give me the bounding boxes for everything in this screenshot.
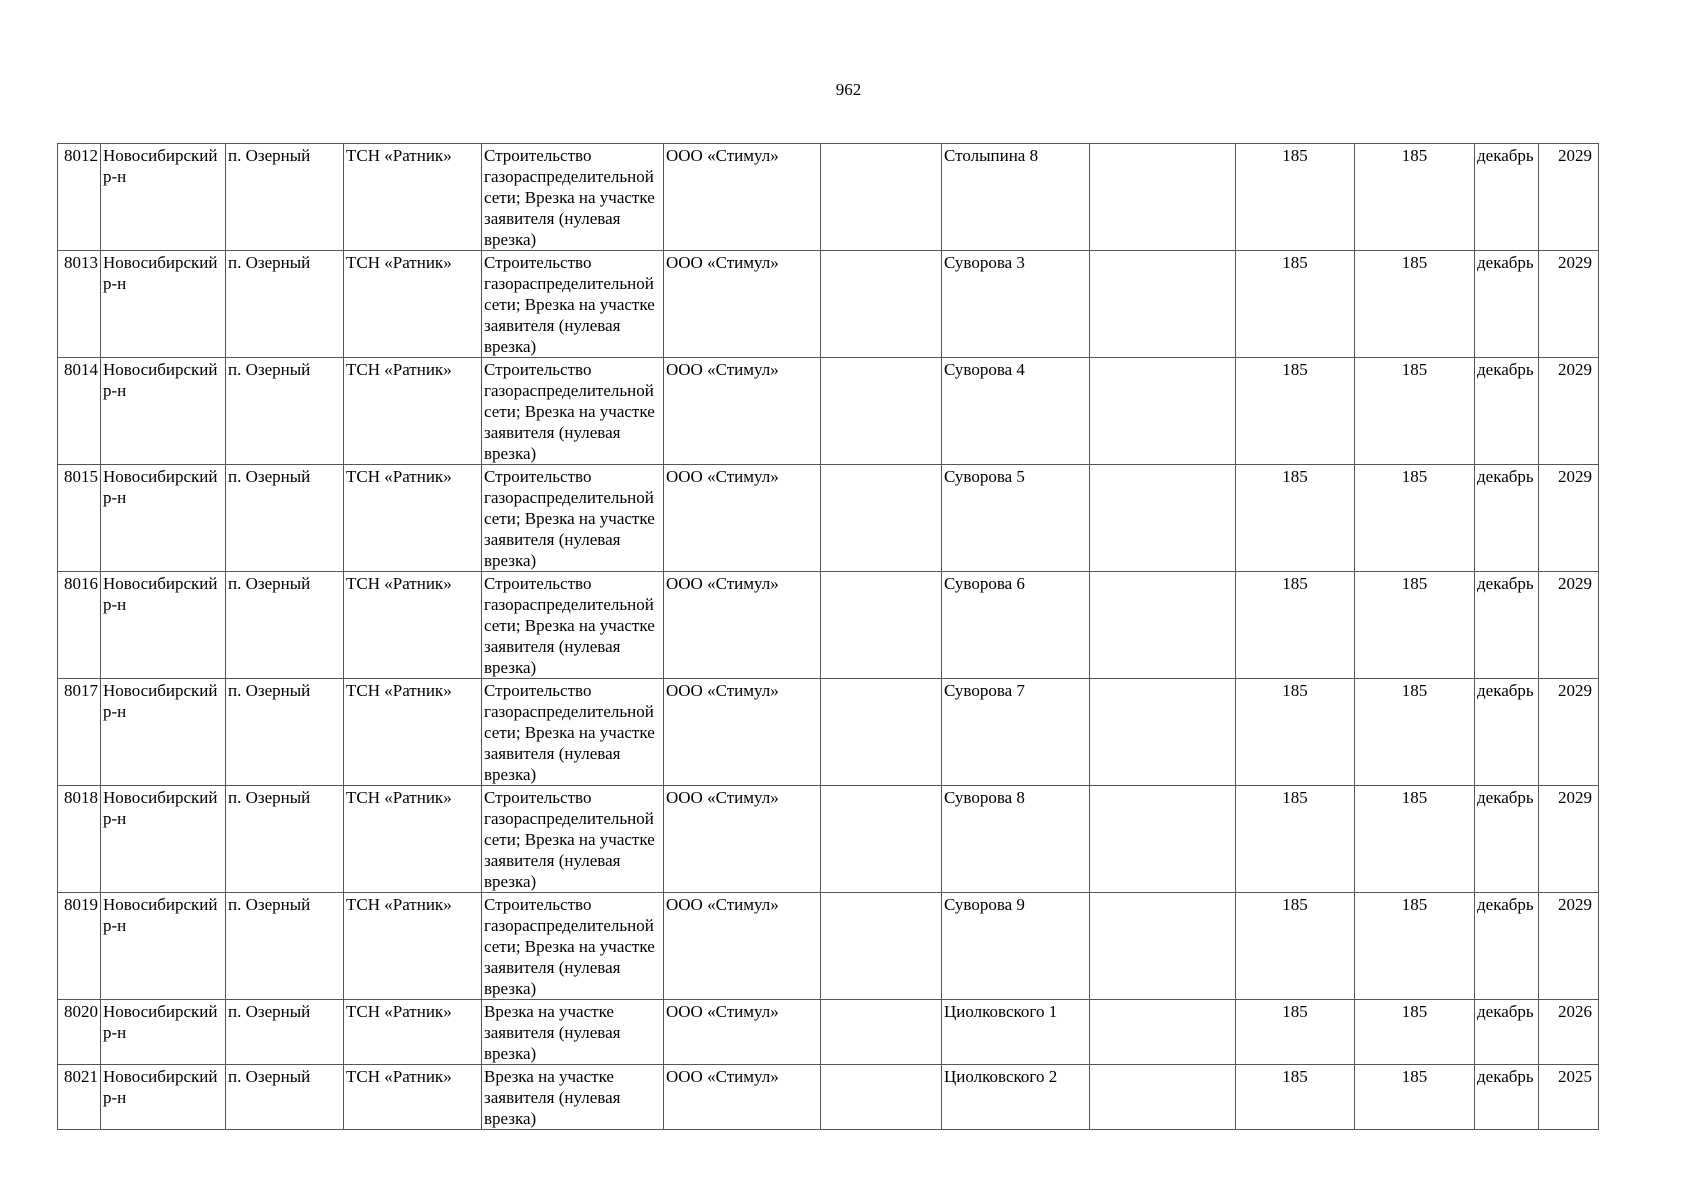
cell-month: декабрь	[1475, 1065, 1539, 1130]
cell-works: Строительство газораспределительной сети; Врезка на участке заявителя (нулевая врезка)	[482, 251, 664, 358]
cell-id: 8019	[58, 893, 101, 1000]
cell-district: Новосибирский р-н	[101, 1065, 226, 1130]
cell-year: 2029	[1539, 572, 1599, 679]
cell-id: 8021	[58, 1065, 101, 1130]
cell-district: Новосибирский р-н	[101, 1000, 226, 1065]
table-row	[58, 1065, 1599, 1130]
table-body	[58, 144, 1599, 1130]
cell-applicant: ТСН «Ратник»	[344, 1065, 482, 1130]
cell-address: Циолковского 1	[942, 1000, 1090, 1065]
cell-address: Суворова 9	[942, 893, 1090, 1000]
table-row	[58, 572, 1599, 679]
cell-address: Циолковского 2	[942, 1065, 1090, 1130]
cell-district: Новосибирский р-н	[101, 786, 226, 893]
cell-district: Новосибирский р-н	[101, 358, 226, 465]
cell-works: Врезка на участке заявителя (нулевая врезка)	[482, 1000, 664, 1065]
cell-value-2: 185	[1355, 251, 1475, 358]
cell-empty	[1090, 465, 1236, 572]
cell-id: 8016	[58, 572, 101, 679]
cell-organization: ООО «Стимул»	[664, 572, 821, 679]
cell-address: Суворова 6	[942, 572, 1090, 679]
cell-empty	[821, 893, 942, 1000]
cell-applicant: ТСН «Ратник»	[344, 251, 482, 358]
cell-settlement: п. Озерный	[226, 465, 344, 572]
cell-district: Новосибирский р-н	[101, 893, 226, 1000]
cell-value-2: 185	[1355, 465, 1475, 572]
cell-value-1: 185	[1236, 786, 1355, 893]
cell-organization: ООО «Стимул»	[664, 1000, 821, 1065]
cell-works: Строительство газораспределительной сети; Врезка на участке заявителя (нулевая врезка)	[482, 144, 664, 251]
cell-value-1: 185	[1236, 1000, 1355, 1065]
cell-settlement: п. Озерный	[226, 679, 344, 786]
cell-settlement: п. Озерный	[226, 1000, 344, 1065]
cell-value-1: 185	[1236, 893, 1355, 1000]
cell-id: 8018	[58, 786, 101, 893]
cell-id: 8014	[58, 358, 101, 465]
cell-organization: ООО «Стимул»	[664, 358, 821, 465]
cell-applicant: ТСН «Ратник»	[344, 679, 482, 786]
table-row	[58, 679, 1599, 786]
table-row	[58, 786, 1599, 893]
cell-address: Суворова 3	[942, 251, 1090, 358]
cell-month: декабрь	[1475, 251, 1539, 358]
cell-empty	[821, 465, 942, 572]
cell-address: Столыпина 8	[942, 144, 1090, 251]
cell-year: 2029	[1539, 893, 1599, 1000]
cell-empty	[1090, 893, 1236, 1000]
cell-value-1: 185	[1236, 358, 1355, 465]
cell-month: декабрь	[1475, 1000, 1539, 1065]
cell-applicant: ТСН «Ратник»	[344, 893, 482, 1000]
cell-organization: ООО «Стимул»	[664, 679, 821, 786]
cell-settlement: п. Озерный	[226, 786, 344, 893]
cell-value-1: 185	[1236, 144, 1355, 251]
cell-value-2: 185	[1355, 679, 1475, 786]
cell-settlement: п. Озерный	[226, 893, 344, 1000]
cell-settlement: п. Озерный	[226, 358, 344, 465]
cell-address: Суворова 4	[942, 358, 1090, 465]
cell-value-1: 185	[1236, 679, 1355, 786]
cell-organization: ООО «Стимул»	[664, 893, 821, 1000]
cell-id: 8017	[58, 679, 101, 786]
cell-district: Новосибирский р-н	[101, 465, 226, 572]
cell-month: декабрь	[1475, 893, 1539, 1000]
cell-empty	[821, 358, 942, 465]
cell-month: декабрь	[1475, 358, 1539, 465]
cell-address: Суворова 5	[942, 465, 1090, 572]
page-number: 962	[835, 80, 862, 99]
cell-works: Строительство газораспределительной сети; Врезка на участке заявителя (нулевая врезка)	[482, 358, 664, 465]
cell-organization: ООО «Стимул»	[664, 465, 821, 572]
table-row	[58, 465, 1599, 572]
cell-applicant: ТСН «Ратник»	[344, 572, 482, 679]
cell-applicant: ТСН «Ратник»	[344, 786, 482, 893]
cell-works: Строительство газораспределительной сети; Врезка на участке заявителя (нулевая врезка)	[482, 572, 664, 679]
cell-organization: ООО «Стимул»	[664, 1065, 821, 1130]
cell-settlement: п. Озерный	[226, 1065, 344, 1130]
cell-value-2: 185	[1355, 358, 1475, 465]
cell-year: 2025	[1539, 1065, 1599, 1130]
cell-value-2: 185	[1355, 572, 1475, 679]
cell-district: Новосибирский р-н	[101, 679, 226, 786]
cell-empty	[1090, 358, 1236, 465]
cell-settlement: п. Озерный	[226, 144, 344, 251]
cell-empty	[1090, 572, 1236, 679]
cell-value-2: 185	[1355, 786, 1475, 893]
cell-empty	[821, 251, 942, 358]
cell-value-2: 185	[1355, 1000, 1475, 1065]
cell-empty	[1090, 144, 1236, 251]
cell-empty	[821, 572, 942, 679]
cell-empty	[1090, 1000, 1236, 1065]
cell-year: 2029	[1539, 465, 1599, 572]
table-row	[58, 893, 1599, 1000]
cell-empty	[821, 679, 942, 786]
cell-district: Новосибирский р-н	[101, 144, 226, 251]
cell-empty	[821, 1000, 942, 1065]
cell-applicant: ТСН «Ратник»	[344, 465, 482, 572]
cell-empty	[821, 1065, 942, 1130]
cell-year: 2029	[1539, 251, 1599, 358]
cell-year: 2029	[1539, 144, 1599, 251]
table-row	[58, 1000, 1599, 1065]
cell-year: 2029	[1539, 786, 1599, 893]
cell-applicant: ТСН «Ратник»	[344, 144, 482, 251]
cell-applicant: ТСН «Ратник»	[344, 358, 482, 465]
cell-value-1: 185	[1236, 1065, 1355, 1130]
cell-value-2: 185	[1355, 893, 1475, 1000]
cell-value-1: 185	[1236, 572, 1355, 679]
cell-organization: ООО «Стимул»	[664, 786, 821, 893]
cell-works: Строительство газораспределительной сети; Врезка на участке заявителя (нулевая врезка)	[482, 893, 664, 1000]
cell-id: 8015	[58, 465, 101, 572]
cell-value-2: 185	[1355, 1065, 1475, 1130]
cell-address: Суворова 7	[942, 679, 1090, 786]
cell-id: 8013	[58, 251, 101, 358]
cell-year: 2029	[1539, 358, 1599, 465]
cell-empty	[1090, 1065, 1236, 1130]
cell-id: 8012	[58, 144, 101, 251]
cell-value-1: 185	[1236, 251, 1355, 358]
cell-value-2: 185	[1355, 144, 1475, 251]
cell-empty	[1090, 251, 1236, 358]
cell-district: Новосибирский р-н	[101, 251, 226, 358]
cell-month: декабрь	[1475, 465, 1539, 572]
cell-works: Строительство газораспределительной сети; Врезка на участке заявителя (нулевая врезка)	[482, 679, 664, 786]
cell-year: 2026	[1539, 1000, 1599, 1065]
gasification-table	[57, 143, 1599, 1130]
cell-works: Строительство газораспределительной сети; Врезка на участке заявителя (нулевая врезка)	[482, 786, 664, 893]
cell-month: декабрь	[1475, 572, 1539, 679]
cell-year: 2029	[1539, 679, 1599, 786]
cell-settlement: п. Озерный	[226, 251, 344, 358]
cell-month: декабрь	[1475, 679, 1539, 786]
cell-address: Суворова 8	[942, 786, 1090, 893]
cell-month: декабрь	[1475, 144, 1539, 251]
cell-district: Новосибирский р-н	[101, 572, 226, 679]
cell-empty	[821, 786, 942, 893]
cell-settlement: п. Озерный	[226, 572, 344, 679]
cell-month: декабрь	[1475, 786, 1539, 893]
table-row	[58, 144, 1599, 251]
cell-empty	[1090, 786, 1236, 893]
cell-organization: ООО «Стимул»	[664, 144, 821, 251]
cell-applicant: ТСН «Ратник»	[344, 1000, 482, 1065]
cell-works: Строительство газораспределительной сети; Врезка на участке заявителя (нулевая врезка)	[482, 465, 664, 572]
cell-organization: ООО «Стимул»	[664, 251, 821, 358]
cell-works: Врезка на участке заявителя (нулевая врезка)	[482, 1065, 664, 1130]
table-row	[58, 358, 1599, 465]
cell-empty	[821, 144, 942, 251]
cell-empty	[1090, 679, 1236, 786]
cell-id: 8020	[58, 1000, 101, 1065]
table-row	[58, 251, 1599, 358]
cell-value-1: 185	[1236, 465, 1355, 572]
